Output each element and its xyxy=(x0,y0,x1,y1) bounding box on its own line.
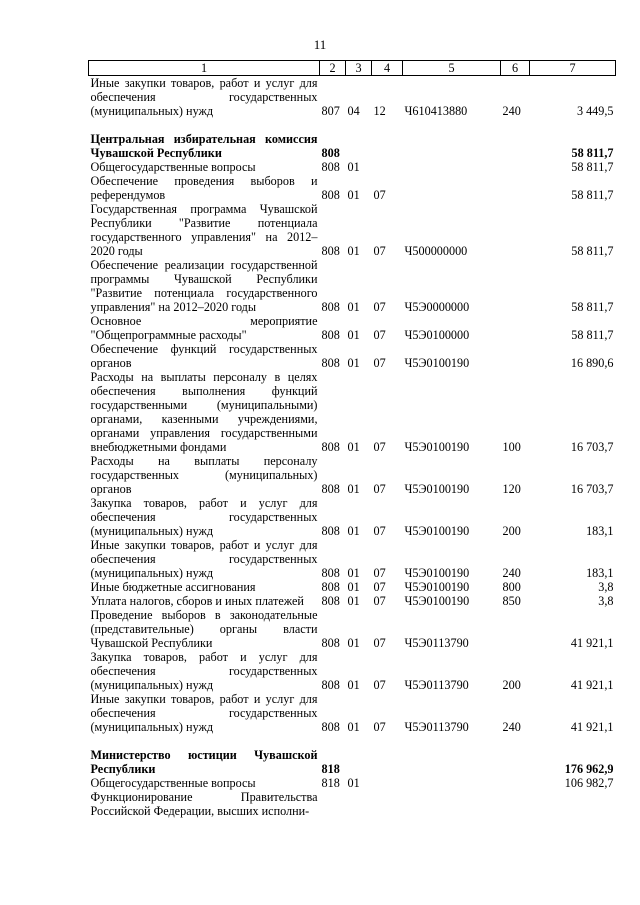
expense-type-code xyxy=(501,790,530,818)
subsection-code: 07 xyxy=(373,720,386,734)
section-code: 01 xyxy=(347,160,360,174)
ministry-code xyxy=(320,790,346,818)
target-article-code xyxy=(403,160,501,174)
target-article-code: Ч5Э0113790 xyxy=(404,720,469,734)
target-article-code: Ч5Э0100000 xyxy=(404,328,470,342)
subsection-code: 12 xyxy=(373,104,386,118)
amount: 3,8 xyxy=(598,580,614,594)
amount: 3,8 xyxy=(598,594,614,608)
item-name: Закупка товаров, работ и услуг для обеспечения государственных (муниципальных) нужд xyxy=(90,650,318,692)
target-article-code xyxy=(403,132,501,160)
ministry-code: 808 xyxy=(321,580,340,594)
amount: 58 811,7 xyxy=(571,146,614,160)
amount: 41 921,1 xyxy=(570,678,614,692)
target-article-code: Ч610413880 xyxy=(404,104,468,118)
column-header: 6 xyxy=(501,61,530,76)
table-header-row xyxy=(89,61,616,76)
amount: 58 811,7 xyxy=(571,300,614,314)
ministry-code: 808 xyxy=(321,678,340,692)
target-article-code: Ч5Э0100190 xyxy=(404,580,470,594)
section-code: 01 xyxy=(347,244,360,258)
expense-type-code xyxy=(501,342,530,370)
ministry-code: 808 xyxy=(321,594,340,608)
table-body xyxy=(89,76,616,819)
item-name: Обеспечение функций государственных органов xyxy=(90,342,318,370)
section-code: 04 xyxy=(347,104,360,118)
target-article-code xyxy=(403,748,501,776)
spacer-cell xyxy=(89,734,616,748)
item-name: Центральная избирательная комиссия Чувашской Республики xyxy=(90,132,318,160)
subsection-code: 07 xyxy=(373,678,386,692)
ministry-code: 808 xyxy=(321,328,340,342)
expense-type-code xyxy=(501,608,530,650)
amount: 58 811,7 xyxy=(571,160,614,174)
item-name: Обеспечение реализации государственной программы Чувашской Республики "Развитие потенциала государственного управления" на 2012–2020 годы xyxy=(90,258,318,314)
item-name: Расходы на выплаты персоналу в целях обеспечения выполнения функций государственными (муниципальными) органами, казенными учреждениями, органами управления государственными внебюджетными фондами xyxy=(90,370,318,454)
item-name: Функционирование Правительства Российской Федерации, высших исполни- xyxy=(90,790,318,818)
section-code: 01 xyxy=(347,636,360,650)
section-code xyxy=(346,748,372,776)
expense-type-code xyxy=(501,776,530,790)
subsection-code xyxy=(372,132,403,160)
item-name: Расходы на выплаты персоналу государственных (муниципальных) органов xyxy=(90,454,318,496)
page-number: 11 xyxy=(313,37,327,52)
expense-type-code: 850 xyxy=(502,594,521,608)
section-code: 01 xyxy=(347,482,360,496)
table-row xyxy=(89,258,616,314)
subsection-code: 07 xyxy=(373,300,386,314)
subsection-code xyxy=(372,790,403,818)
ministry-code: 808 xyxy=(321,160,340,174)
section-code: 01 xyxy=(347,188,360,202)
ministry-code: 808 xyxy=(321,188,340,202)
amount: 183,1 xyxy=(586,524,614,538)
table-row xyxy=(89,594,616,608)
column-header: 5 xyxy=(403,61,501,76)
item-name: Государственная программа Чувашской Республики "Развитие потенциала государственного управления" на 2012–2020 годы xyxy=(90,202,318,258)
table-row xyxy=(89,776,616,790)
section-code: 01 xyxy=(347,594,360,608)
table-row xyxy=(89,496,616,538)
table-row xyxy=(89,314,616,342)
target-article-code: Ч5Э0113790 xyxy=(404,636,469,650)
target-article-code: Ч5Э0113790 xyxy=(404,678,469,692)
expense-type-code xyxy=(501,160,530,174)
expense-type-code: 240 xyxy=(502,104,521,118)
subsection-code: 07 xyxy=(373,636,386,650)
column-header: 2 xyxy=(320,61,346,76)
target-article-code: Ч5Э0100190 xyxy=(404,440,470,454)
target-article-code: Ч500000000 xyxy=(404,244,468,258)
table-row xyxy=(89,342,616,370)
section-code: 01 xyxy=(347,720,360,734)
section-code: 01 xyxy=(347,580,360,594)
section-code: 01 xyxy=(347,328,360,342)
table-row xyxy=(89,454,616,496)
item-name: Уплата налогов, сборов и иных платежей xyxy=(90,594,304,608)
item-name: Министерство юстиции Чувашской Республики xyxy=(90,748,318,776)
expense-type-code: 120 xyxy=(502,482,521,496)
section-row xyxy=(89,748,616,776)
column-header: 1 xyxy=(89,61,320,76)
section-code: 01 xyxy=(347,356,360,370)
subsection-code xyxy=(372,748,403,776)
spacer-row xyxy=(89,734,616,748)
table-row xyxy=(89,76,616,119)
subsection-code: 07 xyxy=(373,244,386,258)
ministry-code: 808 xyxy=(321,720,340,734)
target-article-code: Ч5Э0100190 xyxy=(404,594,470,608)
section-code: 01 xyxy=(347,300,360,314)
section-code xyxy=(346,790,372,818)
ministry-code: 808 xyxy=(321,566,340,580)
ministry-code: 807 xyxy=(321,104,340,118)
ministry-code: 808 xyxy=(321,146,340,160)
ministry-code: 808 xyxy=(321,636,340,650)
amount: 58 811,7 xyxy=(571,244,614,258)
table-row xyxy=(89,202,616,258)
subsection-code: 07 xyxy=(373,440,386,454)
amount: 176 962,9 xyxy=(564,762,614,776)
subsection-code: 07 xyxy=(373,580,386,594)
amount: 106 982,7 xyxy=(564,776,614,790)
table-row xyxy=(89,692,616,734)
section-code: 01 xyxy=(347,524,360,538)
item-name: Общегосударственные вопросы xyxy=(90,160,256,174)
item-name: Иные закупки товаров, работ и услуг для обеспечения государственных (муниципальных) нужд xyxy=(90,692,318,734)
section-code: 01 xyxy=(347,678,360,692)
table-row xyxy=(89,580,616,594)
expense-type-code xyxy=(501,258,530,314)
item-name: Основное мероприятие "Общепрограммные расходы" xyxy=(90,314,318,342)
section-code: 01 xyxy=(347,776,360,790)
expense-type-code: 800 xyxy=(502,580,521,594)
table-row xyxy=(89,174,616,202)
amount xyxy=(530,790,616,818)
subsection-code: 07 xyxy=(373,524,386,538)
ministry-code: 808 xyxy=(321,300,340,314)
column-header: 7 xyxy=(530,61,616,76)
target-article-code: Ч5Э0100190 xyxy=(404,566,470,580)
expense-type-code xyxy=(501,202,530,258)
amount: 41 921,1 xyxy=(570,720,614,734)
section-code xyxy=(346,132,372,160)
amount: 58 811,7 xyxy=(571,188,614,202)
column-header: 4 xyxy=(372,61,403,76)
target-article-code: Ч5Э0100190 xyxy=(404,524,470,538)
amount: 16 703,7 xyxy=(570,440,614,454)
expense-type-code: 200 xyxy=(502,524,521,538)
amount: 183,1 xyxy=(586,566,614,580)
subsection-code: 07 xyxy=(373,594,386,608)
expense-type-code: 200 xyxy=(502,678,521,692)
ministry-code: 808 xyxy=(321,244,340,258)
item-name: Закупка товаров, работ и услуг для обеспечения государственных (муниципальных) нужд xyxy=(90,496,318,538)
ministry-code: 818 xyxy=(321,762,340,776)
budget-table xyxy=(88,60,616,818)
item-name: Иные закупки товаров, работ и услуг для обеспечения государственных (муниципальных) нужд xyxy=(90,538,318,580)
expense-type-code xyxy=(501,748,530,776)
expense-type-code: 100 xyxy=(502,440,521,454)
table-row xyxy=(89,650,616,692)
target-article-code: Ч5Э0100190 xyxy=(404,482,470,496)
spacer-cell xyxy=(89,118,616,132)
subsection-code: 07 xyxy=(373,356,386,370)
expense-type-code: 240 xyxy=(502,566,521,580)
target-article-code: Ч5Э0100190 xyxy=(404,356,470,370)
ministry-code: 808 xyxy=(321,356,340,370)
ministry-code: 818 xyxy=(321,776,340,790)
section-row xyxy=(89,132,616,160)
table-row xyxy=(89,608,616,650)
section-code: 01 xyxy=(347,566,360,580)
amount: 16 890,6 xyxy=(570,356,614,370)
table-row xyxy=(89,370,616,454)
subsection-code xyxy=(372,776,403,790)
amount: 16 703,7 xyxy=(570,482,614,496)
table-row xyxy=(89,790,616,818)
table-row xyxy=(89,538,616,580)
ministry-code: 808 xyxy=(321,440,340,454)
expense-type-code xyxy=(501,132,530,160)
amount: 3 449,5 xyxy=(576,104,614,118)
item-name: Обеспечение проведения выборов и референдумов xyxy=(90,174,318,202)
column-header: 3 xyxy=(346,61,372,76)
item-name: Иные бюджетные ассигнования xyxy=(90,580,256,594)
target-article-code xyxy=(403,790,501,818)
expense-type-code xyxy=(501,314,530,342)
subsection-code: 07 xyxy=(373,188,386,202)
spacer-row xyxy=(89,118,616,132)
subsection-code: 07 xyxy=(373,566,386,580)
item-name: Общегосударственные вопросы xyxy=(90,776,256,790)
item-name: Проведение выборов в законодательные (представительные) органы власти Чувашской Республики xyxy=(90,608,318,650)
ministry-code: 808 xyxy=(321,482,340,496)
target-article-code: Ч5Э0000000 xyxy=(404,300,470,314)
subsection-code: 07 xyxy=(373,482,386,496)
target-article-code xyxy=(403,174,501,202)
item-name: Иные закупки товаров, работ и услуг для обеспечения государственных (муниципальных) нужд xyxy=(90,76,318,118)
subsection-code xyxy=(372,160,403,174)
section-code: 01 xyxy=(347,440,360,454)
ministry-code: 808 xyxy=(321,524,340,538)
expense-type-code xyxy=(501,174,530,202)
target-article-code xyxy=(403,776,501,790)
subsection-code: 07 xyxy=(373,328,386,342)
table-row xyxy=(89,160,616,174)
expense-type-code: 240 xyxy=(502,720,521,734)
amount: 41 921,1 xyxy=(570,636,614,650)
amount: 58 811,7 xyxy=(571,328,614,342)
